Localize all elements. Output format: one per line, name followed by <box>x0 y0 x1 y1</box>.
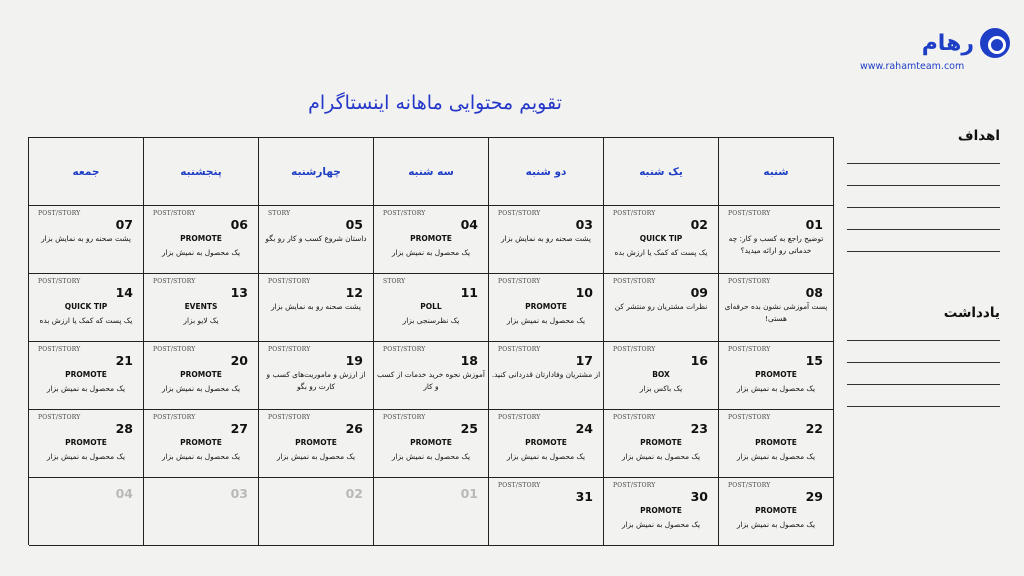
post-type-label: POST/STORY <box>498 482 541 489</box>
day-name: چهارشنبه <box>291 165 341 178</box>
post-type-label: POST/STORY <box>153 414 196 421</box>
content-description: یک محصول به نمیش بزار <box>506 316 586 325</box>
day-number: 06 <box>230 217 248 232</box>
day-number: 22 <box>805 421 823 436</box>
day-number: 29 <box>805 489 823 504</box>
day-cell[interactable] <box>604 274 719 342</box>
day-number: 19 <box>345 353 363 368</box>
content-tag: QUICK TIP <box>64 302 108 311</box>
day-content <box>721 301 831 324</box>
day-cell[interactable] <box>144 274 259 342</box>
content-tag: PROMOTE <box>755 370 797 379</box>
calendar-week-row <box>29 206 834 274</box>
post-type-label: POST/STORY <box>613 414 656 421</box>
content-tag: PROMOTE <box>755 506 797 515</box>
post-type-label: POST/STORY <box>498 278 541 285</box>
day-number: 11 <box>460 285 478 300</box>
content-description: پشت صحنه رو به نمایش بزار <box>271 302 361 311</box>
day-name: سه شنبه <box>408 165 454 178</box>
day-cell[interactable] <box>259 478 374 546</box>
content-tag: PROMOTE <box>525 302 567 311</box>
day-content <box>146 437 256 463</box>
content-description: پشت صحنه رو به نمایش بزار <box>41 234 131 243</box>
day-cell[interactable] <box>144 206 259 274</box>
day-content <box>261 369 371 392</box>
content-description: یک محصول به نمیش بزار <box>391 452 471 461</box>
content-description: یک محصول به نمیش بزار <box>736 520 816 529</box>
post-type-label: POST/STORY <box>613 346 656 353</box>
content-description: پست آموزشی نشون بده حرفه‌ای هستی! <box>724 302 828 323</box>
content-description: نظرات مشتریان رو منتشر کن <box>614 302 708 311</box>
day-number: 17 <box>575 353 593 368</box>
day-cell[interactable] <box>259 274 374 342</box>
day-name: شنبه <box>763 165 789 178</box>
content-description: آموزش نحوه خرید خدمات از کسب و کار <box>377 370 485 391</box>
day-number: 28 <box>115 421 133 436</box>
day-cell[interactable] <box>604 342 719 410</box>
content-tag: EVENTS <box>184 302 218 311</box>
day-cell[interactable] <box>29 342 144 410</box>
post-type-label: POST/STORY <box>383 346 426 353</box>
day-cell[interactable] <box>29 410 144 478</box>
day-header-cell <box>259 138 374 206</box>
day-content <box>31 233 141 245</box>
brand-name: رهام <box>921 30 974 56</box>
day-name: دو شنبه <box>525 165 567 178</box>
post-type-label: POST/STORY <box>153 278 196 285</box>
day-content <box>721 505 831 531</box>
content-description: یک محصول به نمیش بزار <box>736 452 816 461</box>
content-tag: PROMOTE <box>640 506 682 515</box>
day-content <box>721 233 831 256</box>
calendar-week-row <box>29 342 834 410</box>
day-cell[interactable] <box>374 410 489 478</box>
post-type-label: POST/STORY <box>728 278 771 285</box>
day-cell[interactable] <box>604 410 719 478</box>
day-number: 02 <box>690 217 708 232</box>
day-number: 09 <box>690 285 708 300</box>
day-content <box>376 369 486 392</box>
day-number: 13 <box>230 285 248 300</box>
day-header-cell <box>489 138 604 206</box>
day-content <box>376 233 486 259</box>
day-cell[interactable] <box>259 206 374 274</box>
day-cell[interactable] <box>259 342 374 410</box>
content-tag: PROMOTE <box>180 234 222 243</box>
day-number: 01 <box>805 217 823 232</box>
day-number: 18 <box>460 353 478 368</box>
day-content <box>261 437 371 463</box>
day-content <box>606 233 716 259</box>
content-description: داستان شروع کسب و کار رو بگو <box>265 234 367 243</box>
day-cell[interactable] <box>489 274 604 342</box>
calendar-header-row <box>29 138 834 206</box>
post-type-label: POST/STORY <box>498 414 541 421</box>
content-tag: PROMOTE <box>410 438 452 447</box>
goals-line[interactable] <box>847 251 1000 252</box>
day-cell[interactable] <box>489 342 604 410</box>
content-description: یک محصول به نمیش بزار <box>736 384 816 393</box>
day-header-cell <box>144 138 259 206</box>
day-content <box>606 301 716 313</box>
day-cell[interactable] <box>144 342 259 410</box>
day-number: 12 <box>345 285 363 300</box>
content-tag: PROMOTE <box>640 438 682 447</box>
notes-label: یادداشت <box>943 305 1000 321</box>
post-type-label: STORY <box>268 210 291 217</box>
day-cell[interactable] <box>719 274 834 342</box>
post-type-label: POST/STORY <box>38 278 81 285</box>
post-type-label: POST/STORY <box>383 414 426 421</box>
goals-line[interactable] <box>847 163 1000 164</box>
content-tag: PROMOTE <box>65 370 107 379</box>
post-type-label: POST/STORY <box>153 210 196 217</box>
day-number: 01 <box>460 486 478 501</box>
day-content <box>491 301 601 327</box>
brand-mark-icon <box>980 28 1010 58</box>
post-type-label: POST/STORY <box>613 278 656 285</box>
day-content <box>146 369 256 395</box>
day-cell[interactable] <box>719 206 834 274</box>
day-number: 25 <box>460 421 478 436</box>
day-cell[interactable] <box>374 342 489 410</box>
calendar-week-row <box>29 478 834 546</box>
post-type-label: STORY <box>383 278 406 285</box>
brand-url[interactable]: www.rahamteam.com <box>860 61 965 72</box>
day-name: جمعه <box>72 165 100 178</box>
post-type-label: POST/STORY <box>38 346 81 353</box>
day-number: 24 <box>575 421 593 436</box>
day-content <box>491 233 601 245</box>
content-description: یک محصول به نمیش بزار <box>46 384 126 393</box>
day-number: 04 <box>115 486 133 501</box>
day-header-cell <box>374 138 489 206</box>
post-type-label: POST/STORY <box>728 414 771 421</box>
brand-logo <box>860 28 1010 72</box>
day-content <box>146 301 256 327</box>
day-content <box>721 369 831 395</box>
content-tag: PROMOTE <box>180 370 222 379</box>
day-cell[interactable] <box>144 410 259 478</box>
post-type-label: POST/STORY <box>268 278 311 285</box>
content-description: پشت صحنه رو به نمایش بزار <box>501 234 591 243</box>
content-description: یک محصول به نمیش بزار <box>276 452 356 461</box>
content-description: یک محصول به نمیش بزار <box>161 248 241 257</box>
day-content <box>376 301 486 327</box>
day-number: 16 <box>690 353 708 368</box>
post-type-label: POST/STORY <box>498 210 541 217</box>
goals-line[interactable] <box>847 229 1000 230</box>
post-type-label: POST/STORY <box>728 346 771 353</box>
content-description: یک محصول به نمیش بزار <box>161 384 241 393</box>
calendar-week-row <box>29 410 834 478</box>
notes-line[interactable] <box>847 384 1000 385</box>
day-content <box>376 437 486 463</box>
content-description: یک نظرسنجی بزار <box>402 316 460 325</box>
content-tag: PROMOTE <box>410 234 452 243</box>
content-description: یک محصول به نمیش بزار <box>621 520 701 529</box>
day-cell[interactable] <box>719 342 834 410</box>
content-description: یک محصول به نمیش بزار <box>391 248 471 257</box>
goals-line[interactable] <box>847 185 1000 186</box>
day-number: 08 <box>805 285 823 300</box>
day-number: 05 <box>345 217 363 232</box>
content-tag: PROMOTE <box>755 438 797 447</box>
day-cell[interactable] <box>29 478 144 546</box>
content-description: یک محصول به نمیش بزار <box>46 452 126 461</box>
day-content <box>261 301 371 313</box>
day-number: 27 <box>230 421 248 436</box>
day-cell[interactable] <box>374 478 489 546</box>
post-type-label: POST/STORY <box>613 482 656 489</box>
day-content <box>491 437 601 463</box>
day-content <box>146 233 256 259</box>
post-type-label: POST/STORY <box>498 346 541 353</box>
content-description: یک محصول به نمیش بزار <box>621 452 701 461</box>
day-number: 02 <box>345 486 363 501</box>
goals-line[interactable] <box>847 207 1000 208</box>
post-type-label: POST/STORY <box>153 346 196 353</box>
content-description: یک لایو بزار <box>183 316 219 325</box>
day-header-cell <box>29 138 144 206</box>
content-description: یک باکس بزار <box>639 384 683 393</box>
content-tag: PROMOTE <box>295 438 337 447</box>
day-cell[interactable] <box>604 206 719 274</box>
day-number: 26 <box>345 421 363 436</box>
day-cell[interactable] <box>489 410 604 478</box>
day-number: 14 <box>115 285 133 300</box>
content-description: توضیح راجع به کسب و کار: چه خدماتی رو ارائه میدید؟ <box>728 234 824 255</box>
post-type-label: POST/STORY <box>268 414 311 421</box>
day-cell[interactable] <box>719 478 834 546</box>
day-number: 03 <box>230 486 248 501</box>
day-cell[interactable] <box>374 274 489 342</box>
content-tag: POLL <box>420 302 442 311</box>
day-header-cell <box>719 138 834 206</box>
content-calendar <box>28 137 834 545</box>
content-description: یک محصول به نمیش بزار <box>161 452 241 461</box>
day-number: 20 <box>230 353 248 368</box>
content-description: از مشتریان وفادارتان قدردانی کنید. <box>491 370 601 379</box>
post-type-label: POST/STORY <box>38 414 81 421</box>
day-content <box>606 505 716 531</box>
day-number: 21 <box>115 353 133 368</box>
content-tag: QUICK TIP <box>639 234 683 243</box>
post-type-label: POST/STORY <box>38 210 81 217</box>
goals-label: اهداف <box>957 128 1000 144</box>
day-number: 30 <box>690 489 708 504</box>
day-content <box>31 369 141 395</box>
calendar-week-row <box>29 274 834 342</box>
content-description: یک پست که کمک یا ارزش بده <box>39 316 133 325</box>
day-content <box>721 437 831 463</box>
day-cell[interactable] <box>29 206 144 274</box>
post-type-label: POST/STORY <box>383 210 426 217</box>
day-cell[interactable] <box>489 206 604 274</box>
page-title: تقویم محتوایی ماهانه اینستاگرام <box>308 92 562 114</box>
post-type-label: POST/STORY <box>613 210 656 217</box>
day-cell[interactable] <box>29 274 144 342</box>
day-cell[interactable] <box>374 206 489 274</box>
notes-line[interactable] <box>847 362 1000 363</box>
day-name: یک شنبه <box>639 165 683 178</box>
content-tag: PROMOTE <box>65 438 107 447</box>
day-number: 10 <box>575 285 593 300</box>
day-content <box>606 369 716 395</box>
day-number: 07 <box>115 217 133 232</box>
content-description: یک محصول به نمیش بزار <box>506 452 586 461</box>
day-name: پنجشنبه <box>180 165 222 178</box>
notes-line[interactable] <box>847 340 1000 341</box>
day-content <box>31 301 141 327</box>
day-cell[interactable] <box>719 410 834 478</box>
post-type-label: POST/STORY <box>728 210 771 217</box>
day-number: 15 <box>805 353 823 368</box>
day-number: 04 <box>460 217 478 232</box>
day-header-cell <box>604 138 719 206</box>
day-number: 23 <box>690 421 708 436</box>
day-content <box>606 437 716 463</box>
post-type-label: POST/STORY <box>268 346 311 353</box>
content-description: از ارزش و ماموریت‌های کسب و کارت رو بگو <box>266 370 366 391</box>
day-cell[interactable] <box>604 478 719 546</box>
notes-line[interactable] <box>847 406 1000 407</box>
content-tag: PROMOTE <box>180 438 222 447</box>
day-number: 31 <box>575 489 593 504</box>
content-description: یک پست که کمک یا ارزش بده <box>614 248 708 257</box>
day-cell[interactable] <box>144 478 259 546</box>
content-tag: PROMOTE <box>525 438 567 447</box>
day-content <box>261 233 371 245</box>
day-cell[interactable] <box>489 478 604 546</box>
post-type-label: POST/STORY <box>728 482 771 489</box>
content-tag: BOX <box>652 370 670 379</box>
day-content <box>491 369 601 381</box>
day-content <box>31 437 141 463</box>
day-number: 03 <box>575 217 593 232</box>
day-cell[interactable] <box>259 410 374 478</box>
